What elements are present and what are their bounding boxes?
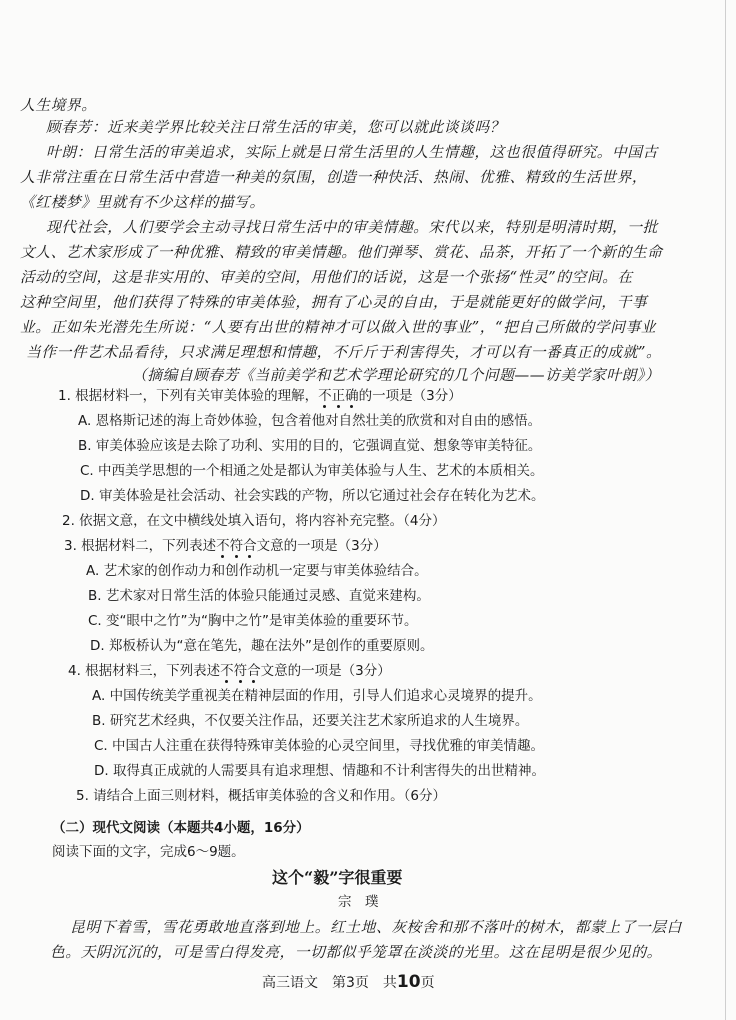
question-text: 文意的一项是（3分） [260, 663, 391, 679]
question-4-stem [68, 661, 391, 681]
emphasis-char: 不 [318, 388, 332, 404]
page-edge [725, 0, 726, 1020]
question-1-option-c: C. 中西美学思想的一个相通之处是都认为审美体验与人生、艺术的本质相关。 [80, 463, 544, 479]
question-3-option-c: C. 变“眼中之竹”为“胸中之竹”是审美体验的重要环节。 [88, 613, 418, 629]
text-line: 这种空间里，他们获得了特殊的审美体验，拥有了心灵的自由，于是就能更好的做学问，干事 [20, 294, 648, 311]
question-4-option-d: D. 取得真正成就的人需要具有追求理想、情趣和不计利害得失的出世精神。 [94, 763, 545, 779]
text-line: 人非常注重在日常生活中营造一种美的氛围，创造一种快活、热闹、优雅、精致的生活世界， [20, 169, 648, 186]
question-text: 4. 根据材料三，下列表述 [68, 663, 221, 679]
text-line: 顾春芳：近来美学界比较关注日常生活的审美，您可以就此谈谈吗？ [46, 119, 505, 136]
text-line: 现代社会，人们要学会主动寻找日常生活中的审美情趣。宋代以来，特别是明清时期，一批 [46, 219, 658, 236]
question-3-option-d: D. 郑板桥认为“意在笔先，趣在法外”是创作的重要原则。 [90, 638, 434, 654]
text-line: 人生境界。 [20, 97, 97, 114]
question-3-option-a: A. 艺术家的创作动力和创作动机一定要与审美体验结合。 [86, 563, 428, 579]
text-line: 活动的空间，这是非实用的、审美的空间，用他们的话说，这是一个张扬“性灵”的空间。在 [20, 269, 633, 286]
source-citation: （摘编自顾春芳《当前美学和艺术学理论研究的几个问题——访美学家叶朗》） [132, 367, 660, 384]
question-text: 1. 根据材料一，下列有关审美体验的理解， [58, 388, 319, 404]
text-line: 文人、艺术家形成了一种优雅、精致的审美情趣。他们弹琴、赏花、品茶，开拓了一个新的生命 [20, 244, 663, 261]
question-4-option-a: A. 中国传统美学重视美在精神层面的作用，引导人们追求心灵境界的提升。 [92, 688, 542, 704]
question-3-option-b: B. 艺术家对日常生活的体验只能通过灵感、直觉来建构。 [88, 588, 430, 604]
emphasis-char: 符 [229, 538, 244, 554]
page-footer [262, 972, 435, 993]
question-1-stem [58, 386, 462, 406]
question-5: 5. 请结合上面三则材料，概括审美体验的含义和作用。（6分） [76, 788, 447, 804]
footer-total-pages: 10 [396, 972, 421, 992]
question-1-option-d: D. 审美体验是社会活动、社会实践的产物，所以它通过社会存在转化为艺术。 [80, 488, 545, 504]
article-paragraph-line: 昆明下着雪，雪花勇敢地直落到地上。红土地、灰桉舍和那不落叶的树木，都蒙上了一层白 [70, 919, 682, 936]
question-text: 文意的一项是（3分） [256, 538, 387, 554]
article-author: 宗 璞 [338, 894, 379, 910]
question-4-option-b: B. 研究艺术经典，不仅要关注作品，还要关注艺术家所追求的人生境界。 [92, 713, 529, 729]
text-line: 当作一件艺术品看待，只求满足理想和情趣，不斤斤于利害得失，才可以有一番真正的成就”。 [26, 344, 662, 361]
emphasis-char: 符 [233, 663, 248, 679]
footer-text: 高三语文 第3页 共 [262, 975, 397, 991]
section-heading: （二）现代文阅读（本题共4小题，16分） [52, 820, 310, 836]
question-text: 3. 根据材料二，下列表述 [64, 538, 217, 554]
question-text: 的一项是（3分） [358, 388, 462, 404]
footer-suffix: 页 [420, 975, 435, 991]
section-instruction: 阅读下面的文字，完成6～9题。 [52, 844, 245, 860]
article-paragraph-line: 色。天阴沉沉的，可是雪白得发亮，一切都似乎笼罩在淡淡的光里。这在昆明是很少见的。 [50, 944, 662, 961]
question-1-option-a: A. 恩格斯记述的海上奇妙体验，包含着他对自然壮美的欣赏和对自由的感悟。 [78, 413, 542, 429]
text-line: 业。正如朱光潜先生所说：“人要有出世的精神才可以做入世的事业”，“把自己所做的学问事业 [20, 319, 657, 336]
emphasis-char: 不 [216, 538, 230, 554]
question-4-option-c: C. 中国古人注重在获得特殊审美体验的心灵空间里，寻找优雅的审美情趣。 [94, 738, 545, 754]
question-3-stem [64, 536, 387, 556]
question-1-option-b: B. 审美体验应该是去除了功利、实用的目的，它强调直觉、想象等审美特征。 [78, 438, 542, 454]
emphasis-char: 确 [345, 388, 359, 404]
text-line: 叶朗：日常生活的审美追求，实际上就是日常生活里的人生情趣，这也很值得研究。中国古 [46, 144, 658, 161]
text-line: 《红楼梦》里就有不少这样的描写。 [20, 194, 265, 211]
emphasis-char: 合 [247, 663, 261, 679]
emphasis-char: 正 [331, 388, 346, 404]
question-2: 2. 依据文意，在文中横线处填入语句，将内容补充完整。（4分） [62, 513, 446, 529]
article-title: 这个“毅”字很重要 [272, 868, 403, 887]
emphasis-char: 不 [220, 663, 234, 679]
emphasis-char: 合 [243, 538, 257, 554]
